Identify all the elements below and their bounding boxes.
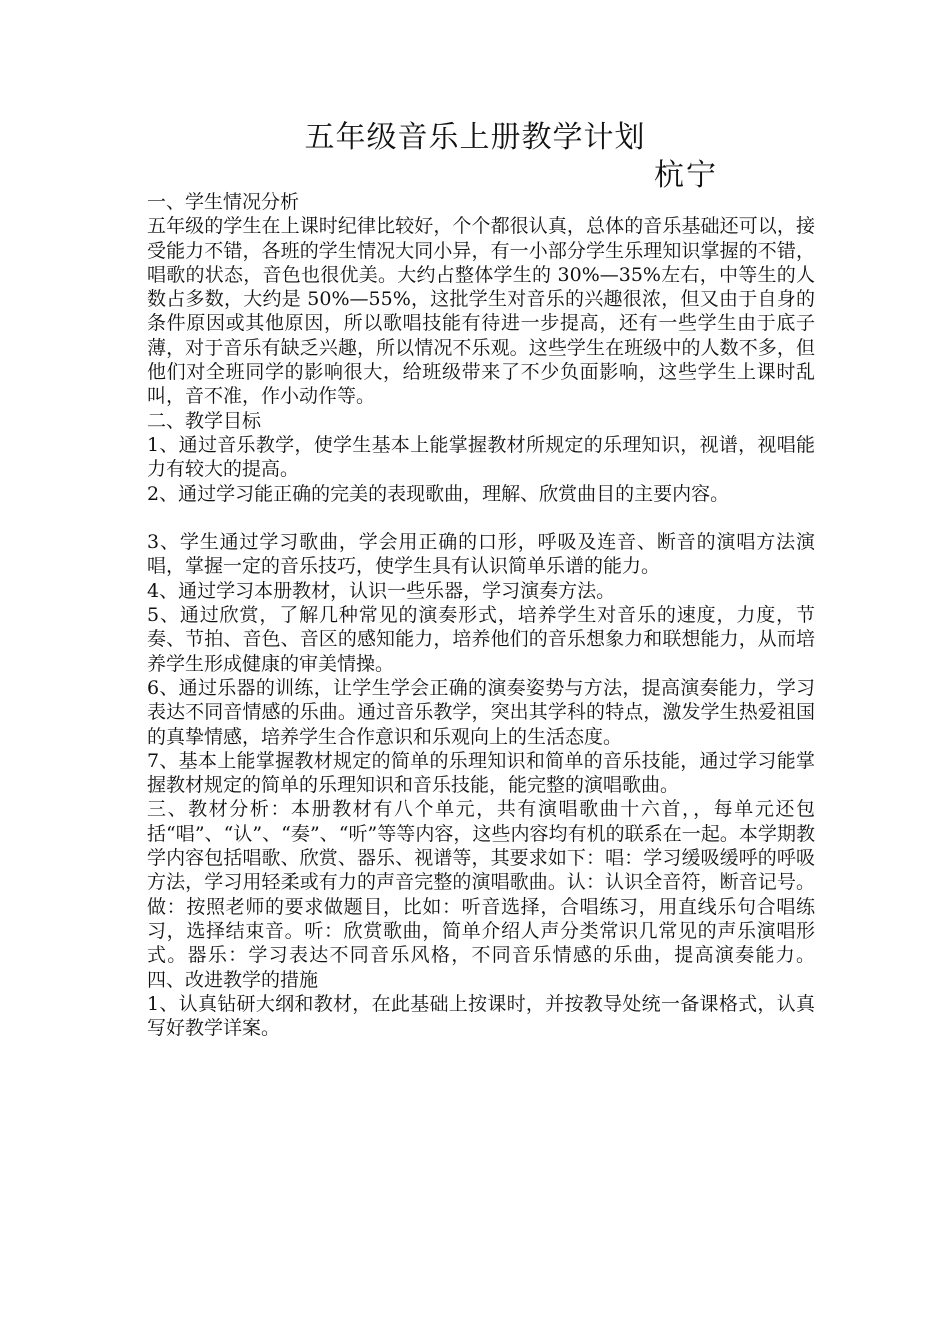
document-author: 杭宁 bbox=[654, 158, 718, 193]
list-item: 4、通过学习本册教材，认识一些乐器，学习演奏方法。 bbox=[147, 579, 616, 602]
section-heading: 二、教学目标 bbox=[147, 409, 262, 432]
section-heading: 一、学生情况分析 bbox=[147, 191, 300, 213]
blank-line bbox=[147, 506, 815, 530]
list-item: 2、通过学习能正确的完美的表现歌曲，理解、欣赏曲目的主要内容。 bbox=[147, 482, 730, 505]
paragraph: 三、教材分析：本册教材有八个单元，共有演唱歌曲十六首，，每单元还包括“唱”、“认”、“奏”、“听”等等内容，这些内容均有机的联系在一起。本学期教学内容包括唱歌、欣赏、器乐、视谱等，其要求如下：唱：学习缓吸缓呼的呼吸方法，学习用轻柔或有力的声音完整的演唱歌曲。认：认识全音符，断音记号。做：按照老师的要求做题目，比如：听音选择，合唱练习，用直线乐句合唱练习，选择结束音。听：欣赏歌曲，简单介绍人声分类常识几常见的声乐演唱形式。器乐：学习表达不同音乐风格，不同音乐情感的乐曲，提高演奏能力。 四、改进教学的措施 bbox=[147, 798, 815, 991]
list-item: 1、通过音乐教学，使学生基本上能掌握教材所规定的乐理知识，视谱，视唱能力有较大的提高。 bbox=[147, 433, 815, 481]
list-item: 7、基本上能掌握教材规定的简单的乐理知识和简单的音乐技能，通过学习能掌握教材规定的简单的乐理知识和音乐技能，能完整的演唱歌曲。 bbox=[147, 749, 815, 797]
list-item: 3、学生通过学习歌曲，学会用正确的口形，呼吸及连音、断音的演唱方法演唱，掌握一定的音乐技巧，使学生具有认识简单乐谱的能力。 bbox=[147, 531, 815, 578]
document-body bbox=[147, 190, 815, 1040]
document-title: 五年级音乐上册教学计划 bbox=[304, 120, 646, 155]
list-item: 1、认真钻研大纲和教材，在此基础上按课时，并按教导处统一备课格式，认真写好教学详案。 bbox=[147, 992, 815, 1040]
list-item: 6、通过乐器的训练，让学生学会正确的演奏姿势与方法，提高演奏能力，学习表达不同音情感的乐曲。通过音乐教学，突出其学科的特点，激发学生热爱祖国的真挚情感，培养学生合作意识和乐观向上的生活态度。 bbox=[147, 676, 815, 748]
list-item: 5、通过欣赏，了解几种常见的演奏形式，培养学生对音乐的速度，力度，节奏、节拍、音色、音区的感知能力，培养他们的音乐想象力和联想能力，从而培养学生形成健康的审美情操。 bbox=[147, 604, 815, 675]
paragraph: 五年级的学生在上课时纪律比较好，个个都很认真，总体的音乐基础还可以，接受能力不错，各班的学生情况大同小异，有一小部分学生乐理知识掌握的不错，唱歌的状态，音色也很优美。大约占整体学生的 30%—35%左右，中等生的人数占多数，大约是 50%—55%，这批学生对音乐的兴趣很浓，但又由于自身的条件原因或其他原因，所以歌唱技能有待进一步提高，还有一些学生由于底子薄，对于音乐有缺乏兴趣，所以情况不乐观。这些学生在班级中的人数不多，但他们对全班同学的影响很大，给班级带来了不少负面影响，这些学生上课时乱叫，音不准，作小动作等。 bbox=[147, 215, 815, 408]
